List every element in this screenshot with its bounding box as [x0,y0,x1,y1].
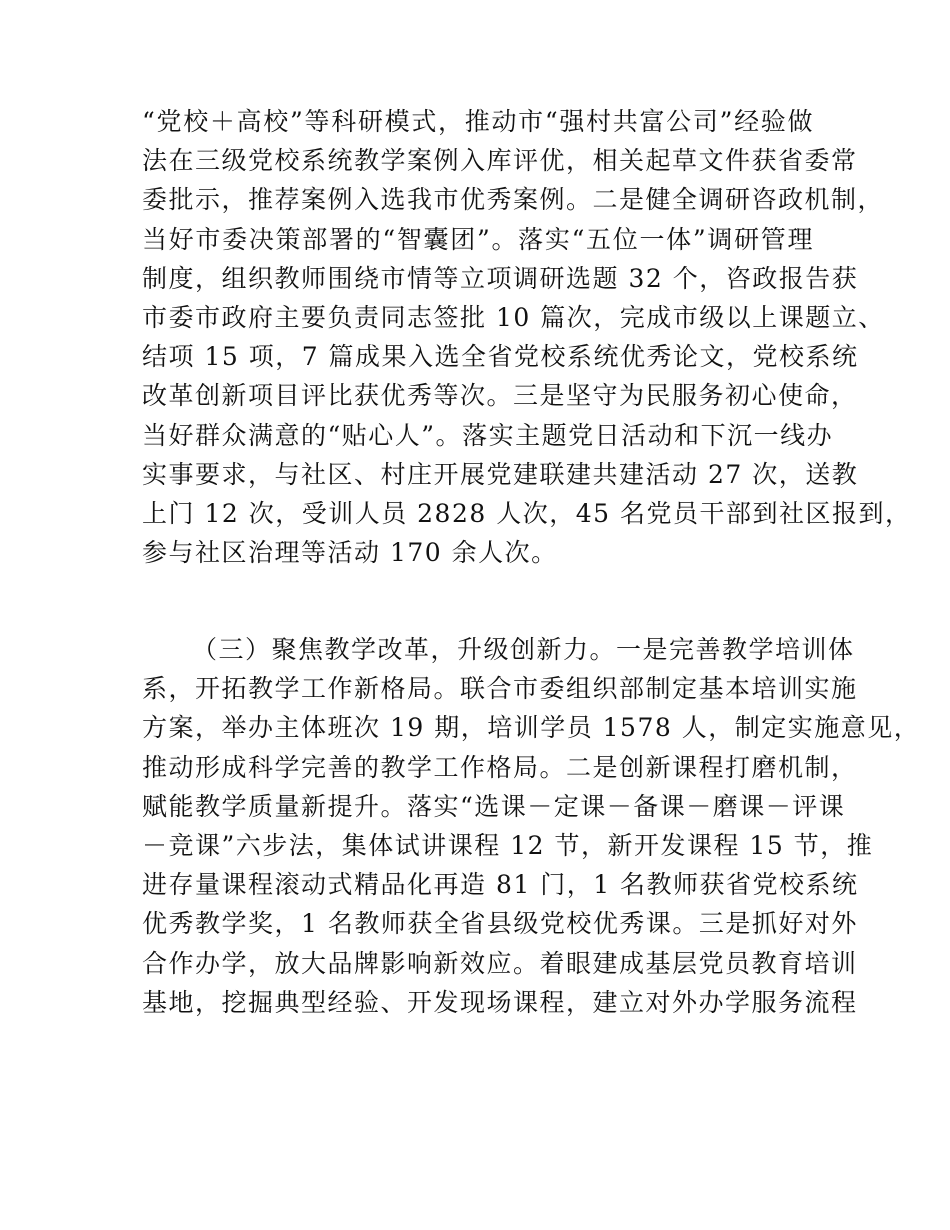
text-line: 进存量课程滚动式精品化再造 81 门，1 名教师获省党校系统 [142,870,859,900]
text-line: 优秀教学奖，1 名教师获全省县级党校优秀课。三是抓好对外 [142,909,858,939]
paragraph-research-and-service [142,102,912,572]
text-line: 委批示，推荐案例入选我市优秀案例。二是健全调研咨政机制， [142,185,885,215]
text-line: 基地，挖掘典型经验、开发现场课程，建立对外办学服务流程 [142,987,858,1017]
text-line: 当好群众满意的“贴心人”。落实主题党日活动和下沉一线办 [142,420,834,450]
text-line: 推动形成科学完善的教学工作格局。二是创新课程打磨机制， [142,752,858,782]
text-line: 实事要求，与社区、村庄开展党建联建共建活动 27 次，送教 [142,459,859,489]
text-line: 系，开拓教学工作新格局。联合市委组织部制定基本培训实施 [142,674,858,704]
text-line: 方案，举办主体班次 19 期，培训学员 1578 人，制定实施意见， [142,713,921,743]
paragraph-teaching-reform [142,630,921,1022]
text-line: 市委市政府主要负责同志签批 10 篇次，完成市级以上课题立、 [142,303,885,333]
text-line: 赋能教学质量新提升。落实“选课－定课－备课－磨课－评课 [142,791,846,821]
text-line: 上门 12 次，受训人员 2828 人次，45 名党员干部到社区报到， [142,499,912,529]
text-line: 参与社区治理等活动 170 余人次。 [142,538,558,568]
text-line: 法在三级党校系统教学案例入库评优，相关起草文件获省委常 [142,146,858,176]
text-line: 当好市委决策部署的“智囊团”。落实“五位一体”调研管理 [142,224,814,254]
text-line: 制度，组织教师围绕市情等立项调研选题 32 个，咨政报告获 [142,263,859,293]
text-line: （三）聚焦教学改革，升级创新力。一是完善教学培训体 [192,635,855,664]
text-line: 合作办学，放大品牌影响新效应。着眼建成基层党员教育培训 [142,948,858,978]
text-line: －竞课”六步法，集体试讲课程 12 节，新开发课程 15 节，推 [142,831,874,861]
text-line: “党校＋高校”等科研模式，推动市“强村共富公司”经验做 [142,107,814,136]
text-line: 结项 15 项，7 篇成果入选全省党校系统优秀论文，党校系统 [142,342,859,372]
text-line: 改革创新项目评比获优秀等次。三是坚守为民服务初心使命， [142,381,858,411]
